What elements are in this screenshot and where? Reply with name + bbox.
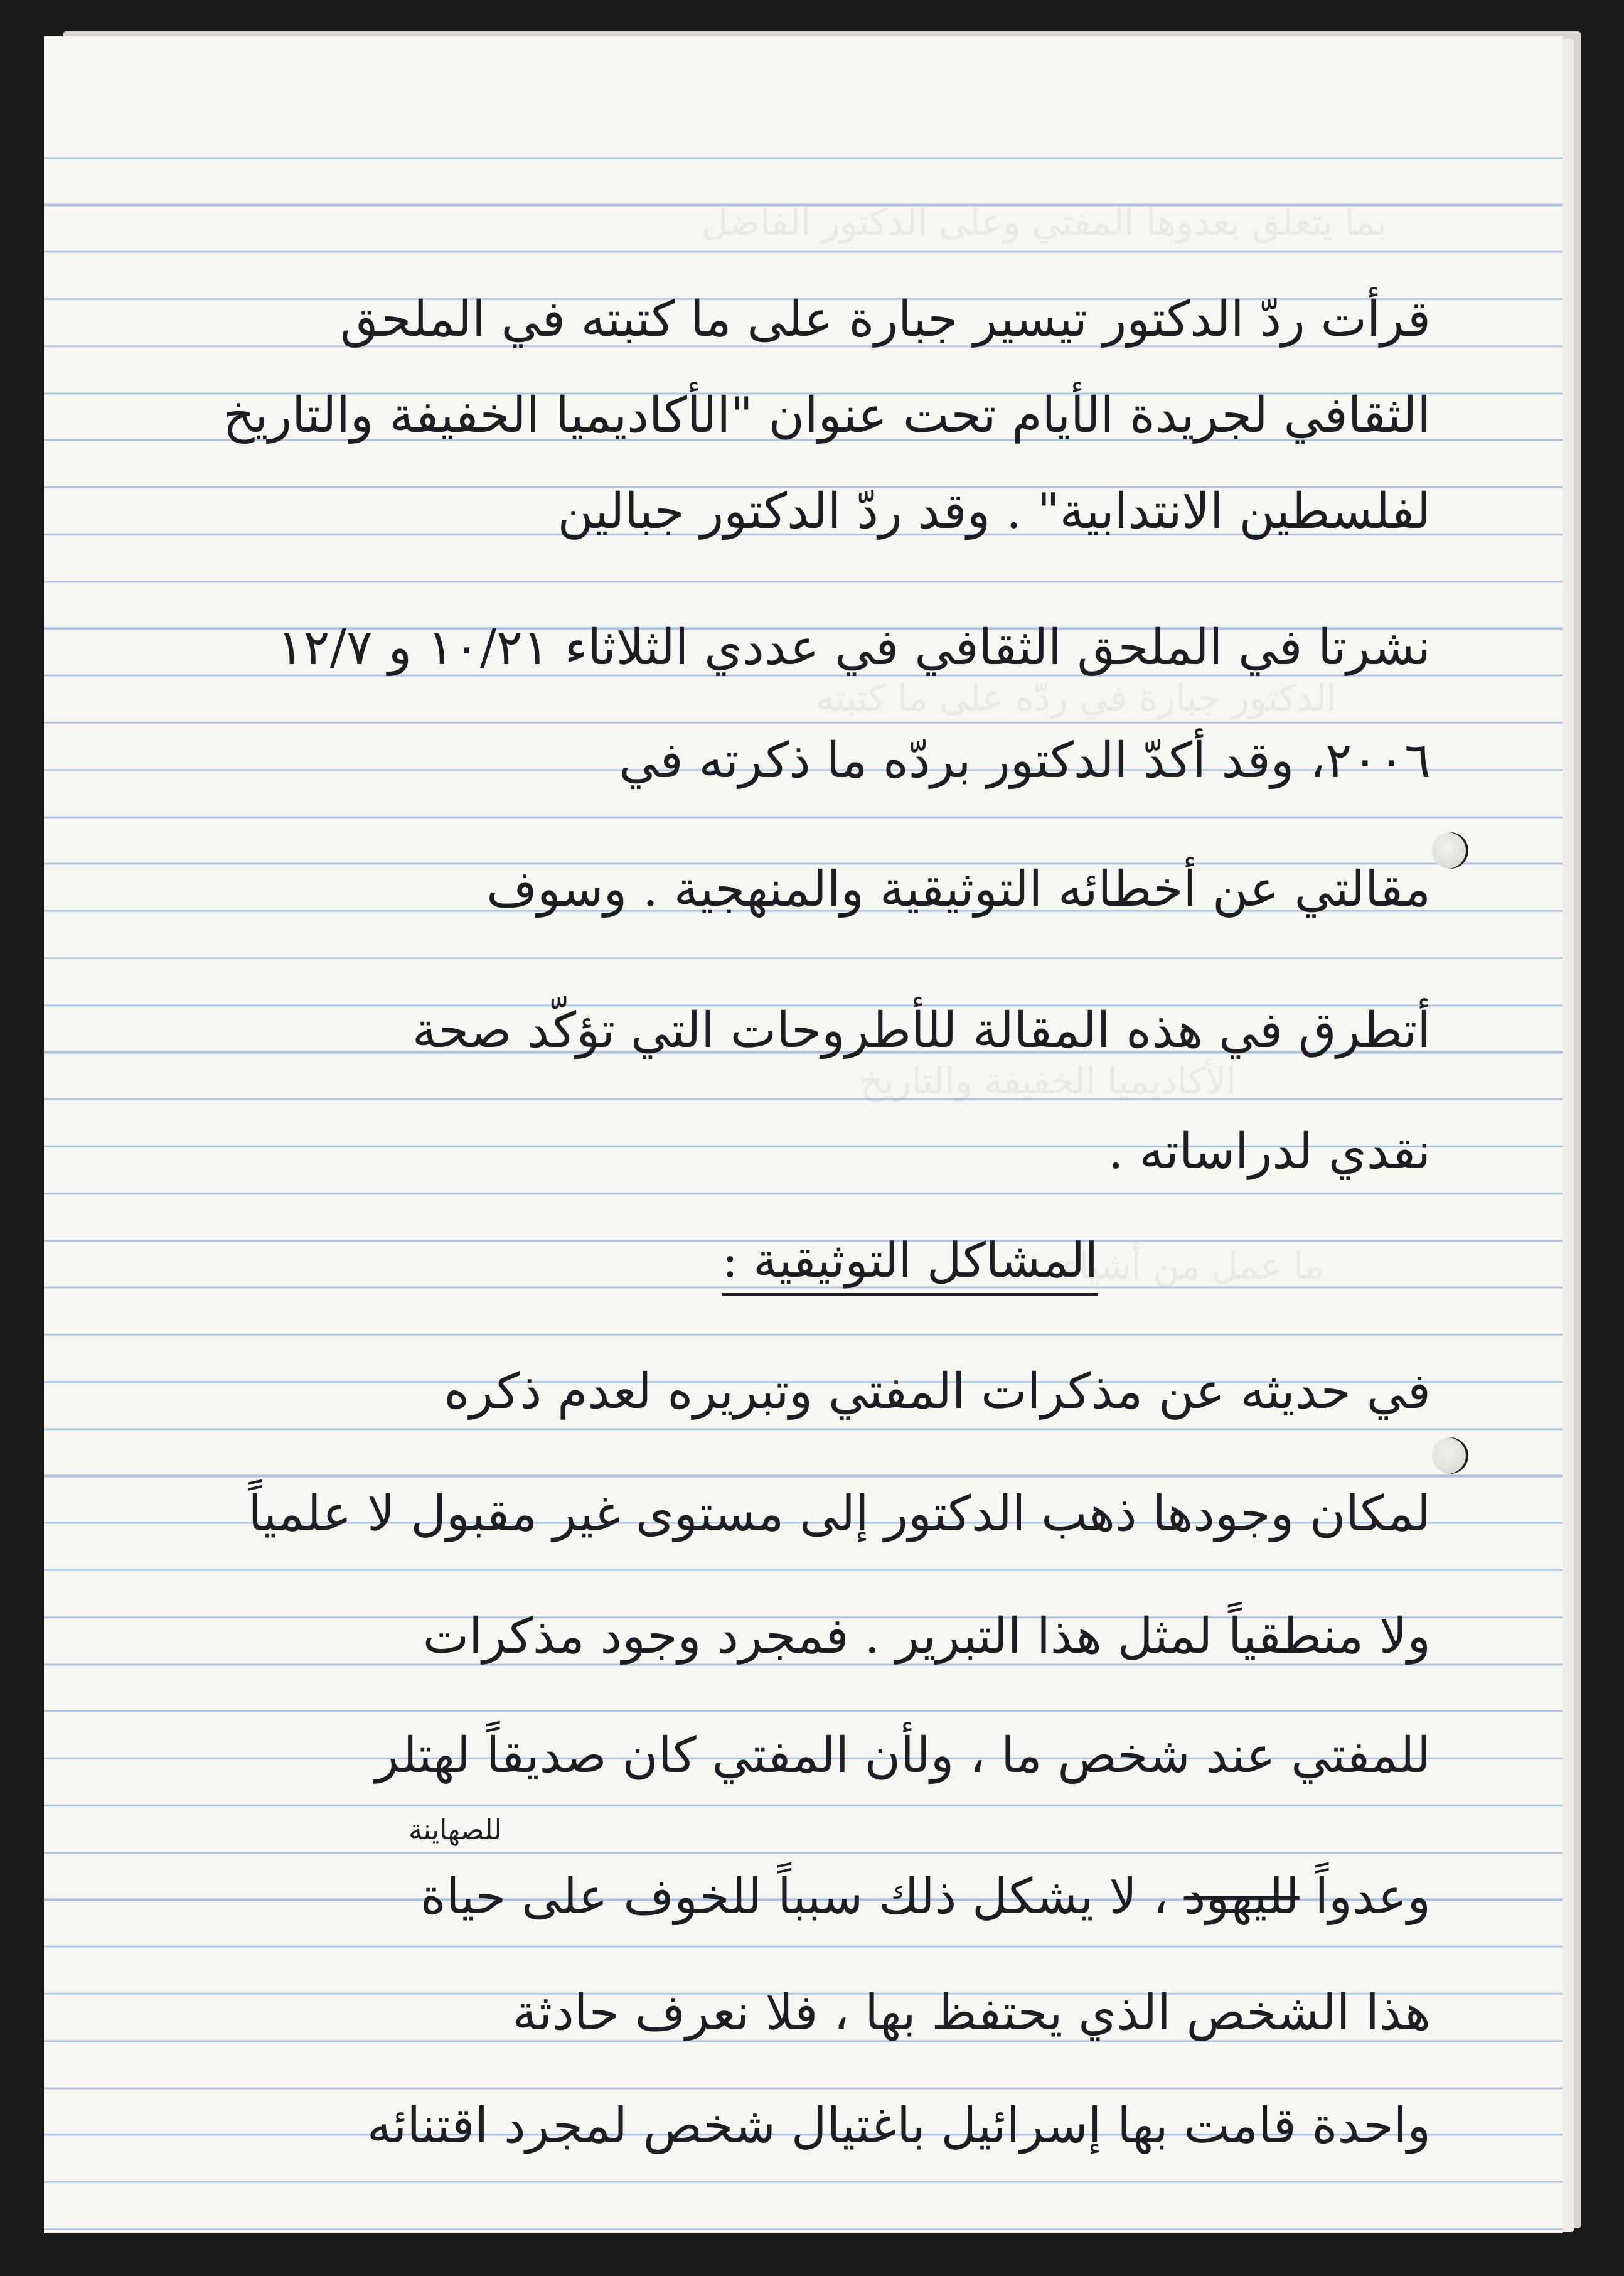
- text-line: ولا منطقياً لمثل هذا التبرير . فمجرد وجود مذكرات: [422, 1608, 1431, 1665]
- text-line: نقدي لدراساته .: [1108, 1124, 1431, 1180]
- punch-hole: [1432, 832, 1468, 869]
- text-line: [420, 1869, 1431, 1925]
- bleed-through-line: الدكتور جبارة في ردّه على ما كتبته: [816, 677, 1337, 719]
- text-line: في حديثه عن مذكرات المفتي وتبريره لعدم ذكره: [444, 1363, 1431, 1420]
- text-line: نشرتا في الملحق الثقافي في عددي الثلاثاء ١٠/٢١ و ١٢/٧: [277, 620, 1431, 676]
- bleed-through-line: بما يتعلق بعدوها المفتي وعلى الدكتور الفاضل: [702, 201, 1387, 244]
- text-line: مقالتي عن أخطائه التوثيقية والمنهجية . وسوف: [486, 861, 1431, 918]
- punch-hole: [1432, 1437, 1468, 1474]
- bleed-through-line: الأكاديميا الخفيفة والتاريخ: [860, 1060, 1236, 1102]
- lined-notebook-page: [44, 36, 1563, 2233]
- text-line: أتطرق في هذه المقالة للأطروحات التي تؤكّد صحة: [412, 1002, 1431, 1059]
- text-line: لمكان وجودها ذهب الدكتور إلى مستوى غير مقبول لا علمياً: [248, 1486, 1431, 1542]
- section-heading: المشاكل التوثيقية :: [722, 1237, 1098, 1296]
- text-line: لفلسطين الانتدابية" . وقد ردّ الدكتور جبالين: [557, 483, 1431, 540]
- handwritten-text: [113, 36, 1431, 2233]
- inserted-correction: للصهاينة: [409, 1814, 502, 1846]
- text-line: هذا الشخص الذي يحتفظ بها ، فلا نعرف حادثة: [512, 1985, 1431, 2041]
- text-line: للمفتي عند شخص ما ، ولأن المفتي كان صديقاً لهتلر: [375, 1727, 1431, 1784]
- text-line: واحدة قامت بها إسرائيل باغتيال شخص لمجرد اقتنائه: [366, 2098, 1431, 2154]
- bleed-through-line: ما عمل من أشياء: [1061, 1245, 1324, 1287]
- text-line: ٢٠٠٦، وقد أكدّ الدكتور بردّه ما ذكرته في: [619, 733, 1431, 789]
- struck-word: لليهود: [1183, 1869, 1300, 1925]
- text-line-rest: ، لا يشكل ذلك سبباً للخوف على حياة: [420, 1869, 1168, 1925]
- text-line: الثقافي لجريدة الأيام تحت عنوان "الأكاديميا الخفيفة والتاريخ: [223, 387, 1431, 444]
- text-line-start: وعدواً: [1315, 1869, 1431, 1925]
- text-line: قرأت ردّ الدكتور تيسير جبارة على ما كتبته في الملحق: [340, 291, 1431, 348]
